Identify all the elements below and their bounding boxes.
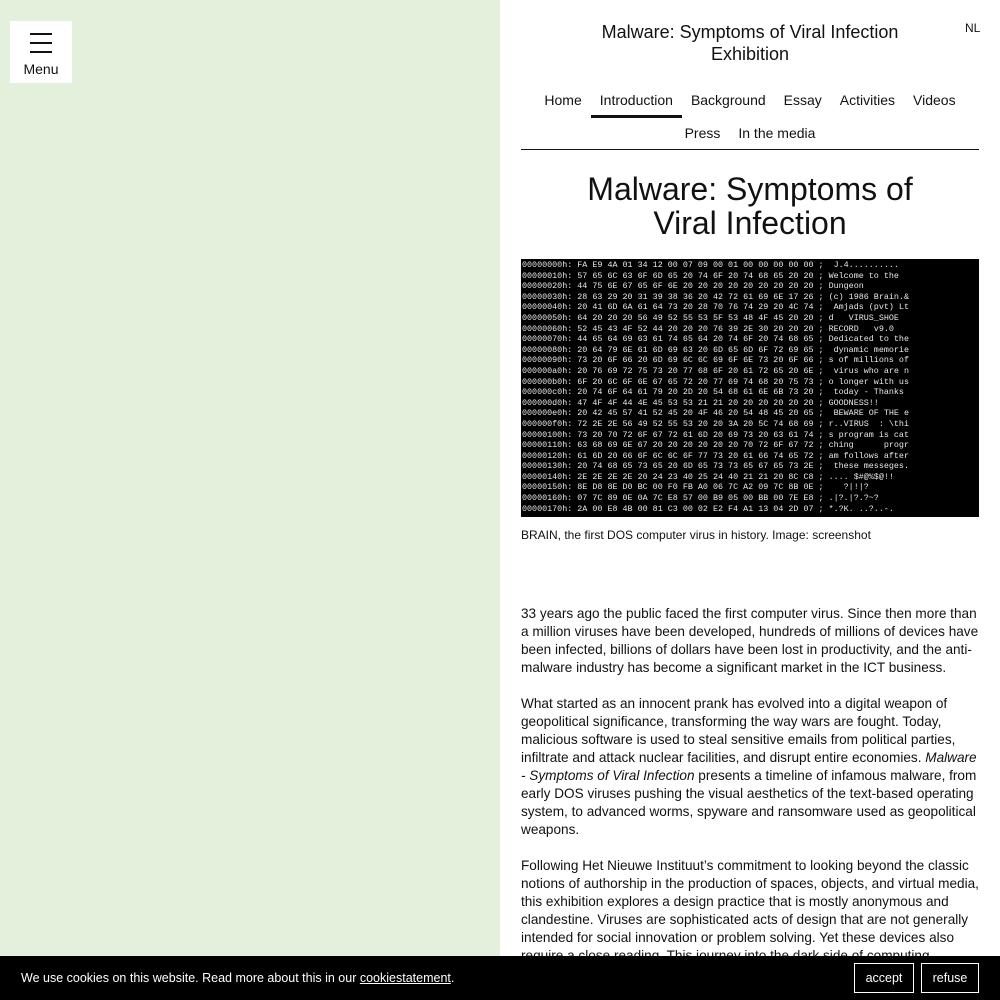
hexdump-line: 00000150h: 8E D8 8E D0 BC 00 F0 FB A0 06 7C A2 09 7C 8B 0E ; ?|!|? [522,482,869,493]
language-switch[interactable]: NL [965,21,981,35]
site-title-line2: Exhibition [710,44,790,64]
menu-label: Menu [23,61,59,77]
hexdump-line: 00000000h: FA E9 4A 01 34 12 00 07 09 00 01 00 00 00 00 00 ; J.4.......... [522,260,899,270]
hexdump-line: 00000030h: 28 63 29 20 31 39 38 36 20 42 72 61 69 6E 17 26 ; (c) 1986 Brain.& [522,291,909,302]
paragraph-2-text: What started as an innocent prank has evolved into a digital weapon of geopolitical significance, transforming the way wars are fought. Today, malicious software is used to steal sensitive emails from political parties, infiltrate and attack nuclear facilities, and disrupt entire economies. [521,696,956,765]
hexdump-line: 00000080h: 20 64 79 6E 61 6D 69 63 20 6D 65 6D 6F 72 69 65 ; dynamic memorie [522,344,909,355]
main-nav-row2 [521,125,979,142]
site-title[interactable] [580,21,920,65]
page-title-line1: Malware: Symptoms of [587,171,913,207]
nav-item-home[interactable]: Home [544,92,582,108]
main-nav [521,92,979,109]
hexdump-line: 00000160h: 07 7C 89 0E 0A 7C E8 57 00 B9 05 00 BB 00 7E E8 ; .|?.|?.?~? [522,493,879,504]
brain-virus-hexdump-image [521,259,979,517]
hexdump-line: 00000040h: 20 41 6D 6A 61 64 73 20 28 70 76 74 29 20 4C 74 ; Amjads (pvt) Lt [522,302,909,313]
hexdump-line: 000000b0h: 6F 20 6C 6F 6E 67 65 72 20 77 69 74 68 20 75 73 ; o longer with us [522,376,909,387]
nav-divider [521,149,979,150]
figure-caption: BRAIN, the first DOS computer virus in history. Image: screenshot [521,528,871,542]
hexdump-line: 00000090h: 73 20 6F 66 20 6D 69 6C 6C 69 6F 6E 73 20 6F 66 ; s of millions of [522,355,909,366]
cookie-text-end: . [450,971,455,985]
article-paragraph-1: 33 years ago the public faced the first computer virus. Since then more than a million viruses have been developed, hundreds of millions of devices have been infected, billions of dollars have been lost in productivity, and the anti-malware industry has become a significant market in the ICT business. [521,606,979,675]
page-title [521,172,979,240]
page-title-line2: Viral Infection [653,205,847,241]
paragraph-2-text-end: presents a timeline of infamous malware, from early DOS viruses pushing the visual aesthetics of the text-based operating system, to advanced worms, spyware and ransomware used as geopolitical weapons. [521,768,977,837]
nav-item-in-the-media[interactable]: In the media [738,125,816,141]
content-panel [500,0,1000,1000]
article-body [521,605,981,983]
hexdump-line: 00000070h: 44 65 64 69 63 61 74 65 64 20 74 6F 20 74 68 65 ; Dedicated to the [522,334,909,345]
cookie-message [21,971,454,985]
cookie-text: We use cookies on this website. Read more about this in our [21,971,360,985]
exhibition-title-italic: Malware - Symptoms of Viral Infection [521,750,977,783]
nav-item-activities[interactable]: Activities [839,92,896,108]
hexdump-line: 00000020h: 44 75 6E 67 65 6F 6E 20 20 20 20 20 20 20 20 20 ; Dungeon [522,281,864,292]
hexdump-line: 00000110h: 63 68 69 6E 67 20 20 20 20 20 20 70 72 6F 67 72 ; ching progr [522,440,909,451]
nav-item-background[interactable]: Background [690,92,766,108]
site-title-line1: Malware: Symptoms of Viral Infection [601,22,899,42]
hexdump-line: 000000d0h: 47 4F 4F 44 4E 45 53 53 21 21 20 20 20 20 20 20 ; GOODNESS!! [522,397,879,408]
nav-item-press[interactable]: Press [684,125,721,141]
hamburger-icon [30,33,52,53]
hexdump-line: 00000050h: 64 20 20 20 56 49 52 55 53 5F 53 48 4F 45 20 20 ; d VIRUS_SHOE [522,312,899,323]
hexdump-line: 00000170h: 2A 00 E8 4B 00 81 C3 00 02 E2 F4 A1 13 04 2D 07 ; *.?K. ..?..-. [522,503,894,514]
article-paragraph-3: Following Het Nieuwe Instituut’s commitment to looking beyond the classic notions of authorship in the production of spaces, objects, and virtual media, this exhibition explores a design practice that is mostly anonymous and clandestine. Viruses are sophisticated acts of design that are not generally intended for social innovation or problem solving. Yet these devices also [521,858,979,945]
hexdump-line: 000000e0h: 20 42 45 57 41 52 45 20 4F 46 20 54 48 45 20 65 ; BEWARE OF THE e [522,408,909,419]
hexdump-line: 00000120h: 61 6D 20 66 6F 6C 6C 6F 77 73 20 61 66 74 65 72 ; am follows after [522,450,909,461]
cookie-statement-link[interactable]: cookiestatement [359,971,451,985]
hexdump-line: 00000140h: 2E 2E 2E 2E 20 24 23 40 25 24 40 21 21 20 8C C8 ; .... $#@%$@!! [522,471,894,482]
nav-item-introduction[interactable]: Introduction [591,92,682,109]
nav-item-essay[interactable]: Essay [783,92,822,108]
hexdump-line: 00000130h: 20 74 68 65 73 65 20 6D 65 73 73 65 67 65 73 2E ; these messeges. [522,461,909,472]
hexdump-line: 00000060h: 52 45 43 4F 52 44 20 20 20 76 39 2E 30 20 20 20 ; RECORD v9.0 [522,323,894,334]
refuse-cookies-button[interactable]: refuse [921,963,979,993]
hexdump-line: 000000c0h: 20 74 6F 64 61 79 20 2D 20 54 68 61 6E 6B 73 20 ; today - Thanks [522,387,904,398]
article-paragraph-2 [521,695,981,839]
accept-cookies-button[interactable]: accept [854,963,914,993]
hexdump-line: 000000f0h: 72 2E 2E 56 49 52 55 53 20 20 3A 20 5C 74 68 69 ; r..VIRUS : \thi [522,418,909,429]
menu-button[interactable] [10,21,72,83]
cookie-banner [0,956,1000,1000]
hexdump-line: 000000a0h: 20 76 69 72 75 73 20 77 68 6F 20 61 72 65 20 6E ; virus who are n [522,365,909,376]
hexdump-line: 00000010h: 57 65 6C 63 6F 6D 65 20 74 6F 20 74 68 65 20 20 ; Welcome to the [522,270,899,281]
hexdump-line: 00000100h: 73 20 70 72 6F 67 72 61 6D 20 69 73 20 63 61 74 ; s program is cat [522,429,909,440]
nav-item-videos[interactable]: Videos [913,92,956,108]
